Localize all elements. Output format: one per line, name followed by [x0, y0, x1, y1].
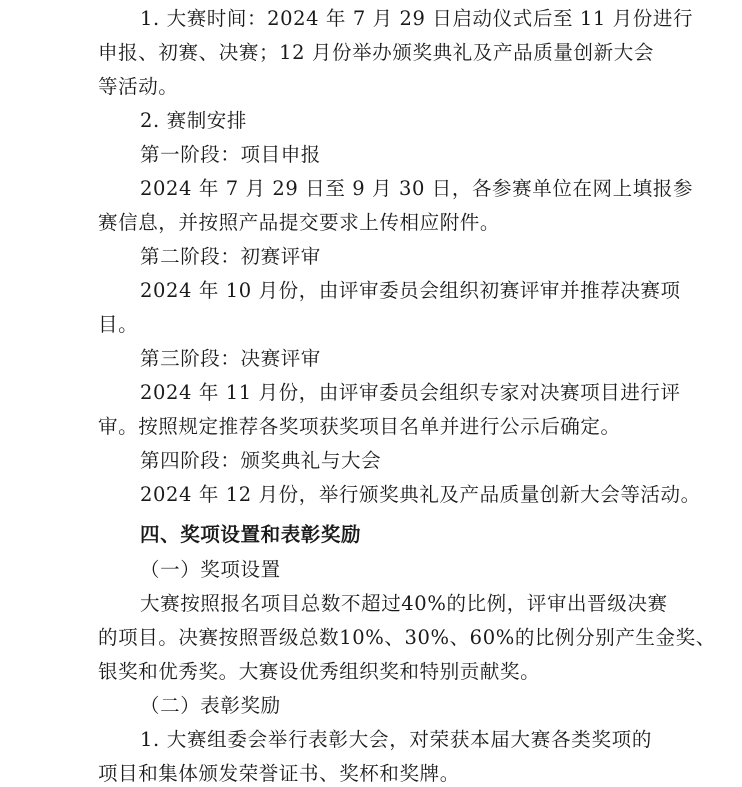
paragraph-line: 项目和集体颁发荣誉证书、奖杯和奖牌。: [98, 762, 460, 785]
stage-heading: 第一阶段：项目申报: [140, 143, 321, 166]
subsection-heading: （一）奖项设置: [140, 558, 281, 581]
section-subheading: 2. 赛制安排: [140, 109, 248, 132]
paragraph-line: 的项目。决赛按照晋级总数10%、30%、60%的比例分别产生金奖、: [98, 626, 716, 649]
paragraph-line: 大赛按照报名项目总数不超过40%的比例，评审出晋级决赛: [140, 592, 668, 615]
paragraph-line: 2024 年 11 月份，由评审委员会组织专家对决赛项目进行评: [140, 381, 681, 404]
paragraph-line: 2024 年 10 月份，由评审委员会组织初赛评审并推荐决赛项: [140, 279, 681, 302]
paragraph-line: 等活动。: [98, 75, 179, 98]
section-heading: 四、奖项设置和表彰奖励: [140, 523, 362, 546]
stage-heading: 第三阶段：决赛评审: [140, 347, 321, 370]
paragraph-line: 1. 大赛组委会举行表彰大会，对荣获本届大赛各类奖项的: [140, 728, 652, 751]
paragraph-line: 申报、初赛、决赛；12 月份举办颁奖典礼及产品质量创新大会: [98, 41, 654, 64]
stage-heading: 第二阶段：初赛评审: [140, 245, 321, 268]
paragraph-line: 赛信息，并按照产品提交要求上传相应附件。: [98, 211, 501, 234]
paragraph-line: 2024 年 12 月份，举行颁奖典礼及产品质量创新大会等活动。: [140, 483, 701, 506]
paragraph-line: 银奖和优秀奖。大赛设优秀组织奖和特别贡献奖。: [98, 660, 541, 683]
paragraph-line: 目。: [98, 313, 139, 336]
paragraph-line: 2024 年 7 月 29 日至 9 月 30 日，各参赛单位在网上填报参: [140, 177, 694, 200]
stage-heading: 第四阶段：颁奖典礼与大会: [140, 449, 382, 472]
paragraph-line: 1. 大赛时间：2024 年 7 月 29 日启动仪式后至 11 月份进行: [140, 7, 694, 30]
subsection-heading: （二）表彰奖励: [140, 694, 281, 717]
paragraph-line: 审。按照规定推荐各奖项获奖项目名单并进行公示后确定。: [98, 415, 621, 438]
